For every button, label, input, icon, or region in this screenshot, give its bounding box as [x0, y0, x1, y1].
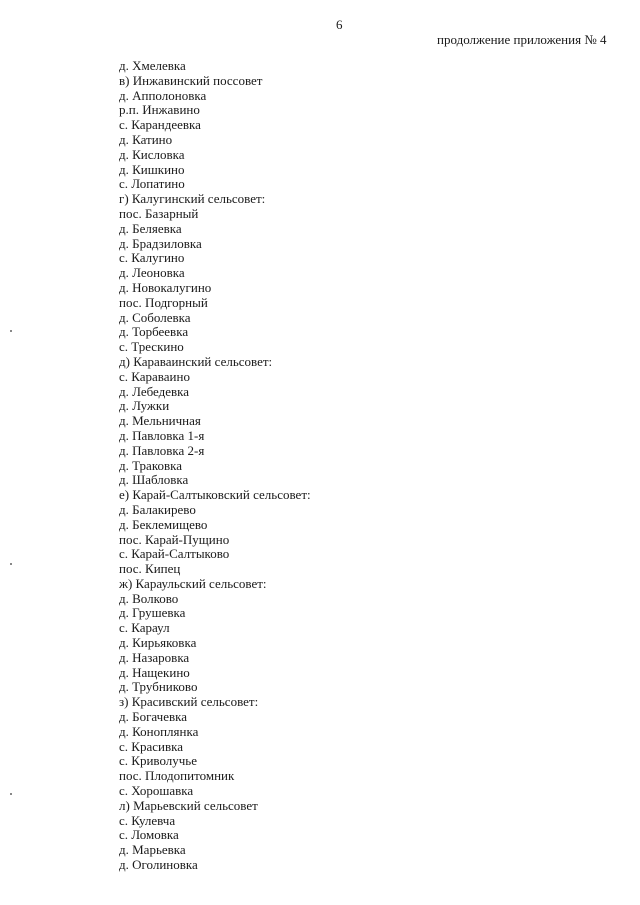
- council-heading: л) Марьевский сельсовет: [119, 797, 258, 813]
- settlement-item: с. Караул: [119, 620, 170, 636]
- council-heading: е) Карай-Салтыковский сельсовет:: [119, 487, 311, 503]
- settlement-list: [119, 59, 311, 873]
- settlement-item: д. Грушевка: [119, 605, 186, 621]
- settlement-item: д. Новокалугино: [119, 279, 212, 295]
- settlement-item: с. Хорошавка: [119, 783, 194, 799]
- settlement-item: д. Мельничная: [119, 413, 201, 429]
- settlement-item: д. Торбеевка: [119, 324, 189, 340]
- settlement-item: с. Криволучье: [119, 753, 197, 769]
- council-heading: ж) Караульский сельсовет:: [119, 575, 267, 591]
- settlement-item: д. Волково: [119, 590, 179, 606]
- settlement-item: с. Лопатино: [119, 176, 185, 192]
- settlement-item: д. Коноплянка: [119, 723, 199, 739]
- settlement-item: д. Траковка: [119, 457, 183, 473]
- settlement-item: с. Трескино: [119, 339, 184, 355]
- settlement-item: р.п. Инжавино: [119, 102, 200, 118]
- settlement-item: д. Богачевка: [119, 709, 187, 725]
- settlement-item: д. Кисловка: [119, 146, 185, 162]
- council-heading: з) Красивский сельсовет:: [119, 694, 259, 710]
- margin-scan-mark: [10, 563, 12, 565]
- settlement-item: д. Брадзиловка: [119, 235, 202, 251]
- settlement-item: д. Беклемищево: [119, 516, 208, 532]
- settlement-item: д. Шабловка: [119, 472, 189, 488]
- settlement-item: д. Кишкино: [119, 161, 185, 177]
- settlement-item: д. Лебедевка: [119, 383, 190, 399]
- settlement-item: д. Соболевка: [119, 309, 191, 325]
- settlement-item: с. Кулевча: [119, 812, 176, 828]
- settlement-item: д. Кирьяковка: [119, 635, 197, 651]
- settlement-item: д. Беляевка: [119, 220, 182, 236]
- settlement-item: д. Леоновка: [119, 265, 185, 281]
- settlement-item: с. Калугино: [119, 250, 185, 266]
- settlement-item: с. Красивка: [119, 738, 183, 754]
- settlement-item: с. Карандеевка: [119, 117, 201, 133]
- settlement-item: д. Назаровка: [119, 649, 190, 665]
- council-heading: в) Инжавинский поссовет: [119, 72, 263, 88]
- settlement-item: с. Ломовка: [119, 827, 179, 843]
- settlement-item: пос. Плодопитомник: [119, 768, 235, 784]
- margin-scan-mark: [10, 793, 12, 795]
- settlement-item: пос. Подгорный: [119, 294, 208, 310]
- settlement-item: д. Балакирево: [119, 501, 196, 517]
- settlement-item: д. Павловка 1-я: [119, 427, 205, 443]
- settlement-item: д. Катино: [119, 131, 173, 147]
- settlement-item: пос. Базарный: [119, 205, 199, 221]
- settlement-item: пос. Кипец: [119, 561, 181, 577]
- page-number: 6: [336, 17, 343, 32]
- settlement-item: д. Апполоновка: [119, 87, 207, 103]
- settlement-item: д. Нащекино: [119, 664, 190, 680]
- settlement-item: д. Трубниково: [119, 679, 198, 695]
- appendix-continuation-note: продолжение приложения № 4: [437, 32, 607, 47]
- settlement-item: д. Павловка 2-я: [119, 442, 205, 458]
- settlement-item: с. Караваино: [119, 368, 190, 384]
- settlement-item: д. Марьевка: [119, 842, 186, 858]
- margin-scan-mark: [10, 330, 12, 332]
- council-heading: г) Калугинский сельсовет:: [119, 191, 266, 207]
- settlement-item: д. Хмелевка: [119, 58, 186, 73]
- settlement-item: с. Карай-Салтыково: [119, 546, 230, 562]
- council-heading: д) Караваинский сельсовет:: [119, 353, 273, 369]
- settlement-item: д. Лужки: [119, 398, 170, 414]
- settlement-item: д. Оголиновка: [119, 857, 198, 873]
- settlement-item: пос. Карай-Пущино: [119, 531, 230, 547]
